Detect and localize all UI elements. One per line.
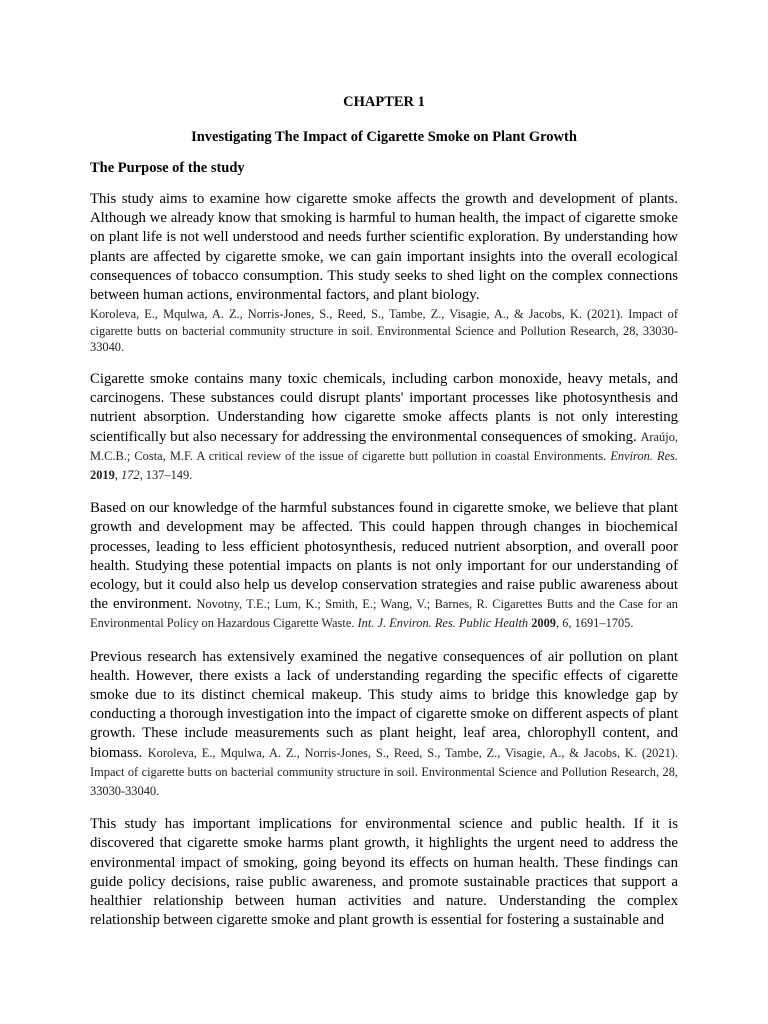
chapter-label: CHAPTER 1 [343, 94, 425, 110]
citation-2-volume: 172 [120, 468, 140, 483]
paragraph-3 [90, 499, 678, 633]
paragraph-5-text: This study has important implications for environmental science and public health. If it is discovered that cigarette smoke harms plant growth, it highlights the urgent need to address the environmental impact of smoking, going beyond its effects on human health. These findings can guide policy decisions, raise public awareness, and promote sustainable practices that support a healthier relationship between human activities and nature. Understanding the complex relationship between cigarette smoke and plant growth is essential for fostering a sustainable and [90, 816, 678, 929]
citation-4: Koroleva, E., Mqulwa, A. Z., Norris-Jones, S., Reed, S., Tambe, Z., Visagie, A., & Jacobs, K. (2021). Impact of cigarette butts on bacterial community structure in soil. Environmental Science and Pollution Research, 28, 33030-33040. [90, 745, 678, 799]
citation-3-authors-title: Novotny, T.E.; Lum, K.; Smith, E.; Wang, V.; Barnes, R. Cigarettes Butts and the Case for an Environmental Policy on Hazardous Cigarette Waste. [90, 597, 679, 631]
paragraph-4 [90, 648, 678, 802]
citation-3-pages: 1691–1705. [574, 616, 634, 631]
citation-3: Novotny, T.E.; Lum, K.; Smith, E.; Wang, V.; Barnes, R. Cigarettes Butts and the Case for an Environmental Policy on Hazardous Cigarette Waste. Int. J. Environ. Res. Public Health 2009, 6, 1691–1705. [90, 597, 679, 631]
section-heading: The Purpose of the study [90, 160, 245, 176]
citation-3-journal: Int. J. Environ. Res. Public Health [357, 616, 529, 631]
citation-3-volume: 6 [562, 616, 569, 631]
paragraph-2 [90, 370, 678, 485]
paragraph-1-text: This study aims to examine how cigarette smoke affects the growth and development of plants. Although we already know that smoking is harmful to human health, the impact of cigarette smoke on plant life is not well understood and needs further scientific exploration. By understanding how plants are affected by cigarette smoke, we can gain important insights into the overall ecological consequences of tobacco consumption. This study seeks to shed light on the complex connections between human actions, environmental factors, and plant biology. [90, 191, 678, 304]
citation-2-year: 2019 [90, 468, 115, 483]
paragraph-2-text: Cigarette smoke contains many toxic chemicals, including carbon monoxide, heavy metals, and carcinogens. These substances could disrupt plants' important processes like photosynthesis and nutrient absorption. Understanding how cigarette smoke affects plants is not only interesting scientifically but also necessary for addressing the environmental consequences of smoking. [90, 371, 678, 445]
citation-2-pages: 137–149. [145, 468, 193, 483]
citation-2-journal: Environ. Res. [610, 448, 678, 463]
paragraph-5 [90, 815, 678, 930]
paragraph-1 [90, 190, 678, 356]
paragraph-4-text: Previous research has extensively examined the negative consequences of air pollution on plant health. However, there exists a lack of understanding regarding the specific effects of cigarette smoke due to its distinct chemical makeup. This study aims to bridge this knowledge gap by conducting a thorough investigation into the impact of cigarette smoke on different aspects of plant growth. These include measurements such as plant height, leaf area, chlorophyll content, and biomass. [90, 648, 678, 761]
paragraph-3-text: Based on our knowledge of the harmful substances found in cigarette smoke, we believe that plant growth and development may be affected. This could happen through changes in biochemical processes, leading to less efficient photosynthesis, reduced nutrient absorption, and overall poor health. Studying these potential impacts on plants is not only important for our understanding of ecology, but it could also help us develop conservation strategies and raise public awareness about the environment. [90, 500, 678, 613]
citation-3-year: 2009 [531, 616, 556, 631]
citation-1: Koroleva, E., Mqulwa, A. Z., Norris-Jones, S., Reed, S., Tambe, Z., Visagie, A., & Jacobs, K. (2021). Impact of cigarette butts on bacterial community structure in soil. Environmental Science and Pollution Research, 28, 33030-33040. [90, 307, 678, 355]
citation-2: Araújo, M.C.B.; Costa, M.F. A critical review of the issue of cigarette butt pollution in coastal Environments. Environ. Res. 2019, 172, 137–149. [90, 429, 678, 483]
document-title: Investigating The Impact of Cigarette Smoke on Plant Growth [191, 129, 577, 145]
citation-2-authors-title: Araújo, M.C.B.; Costa, M.F. A critical review of the issue of cigarette butt pollution in coastal Environments. [90, 429, 678, 463]
